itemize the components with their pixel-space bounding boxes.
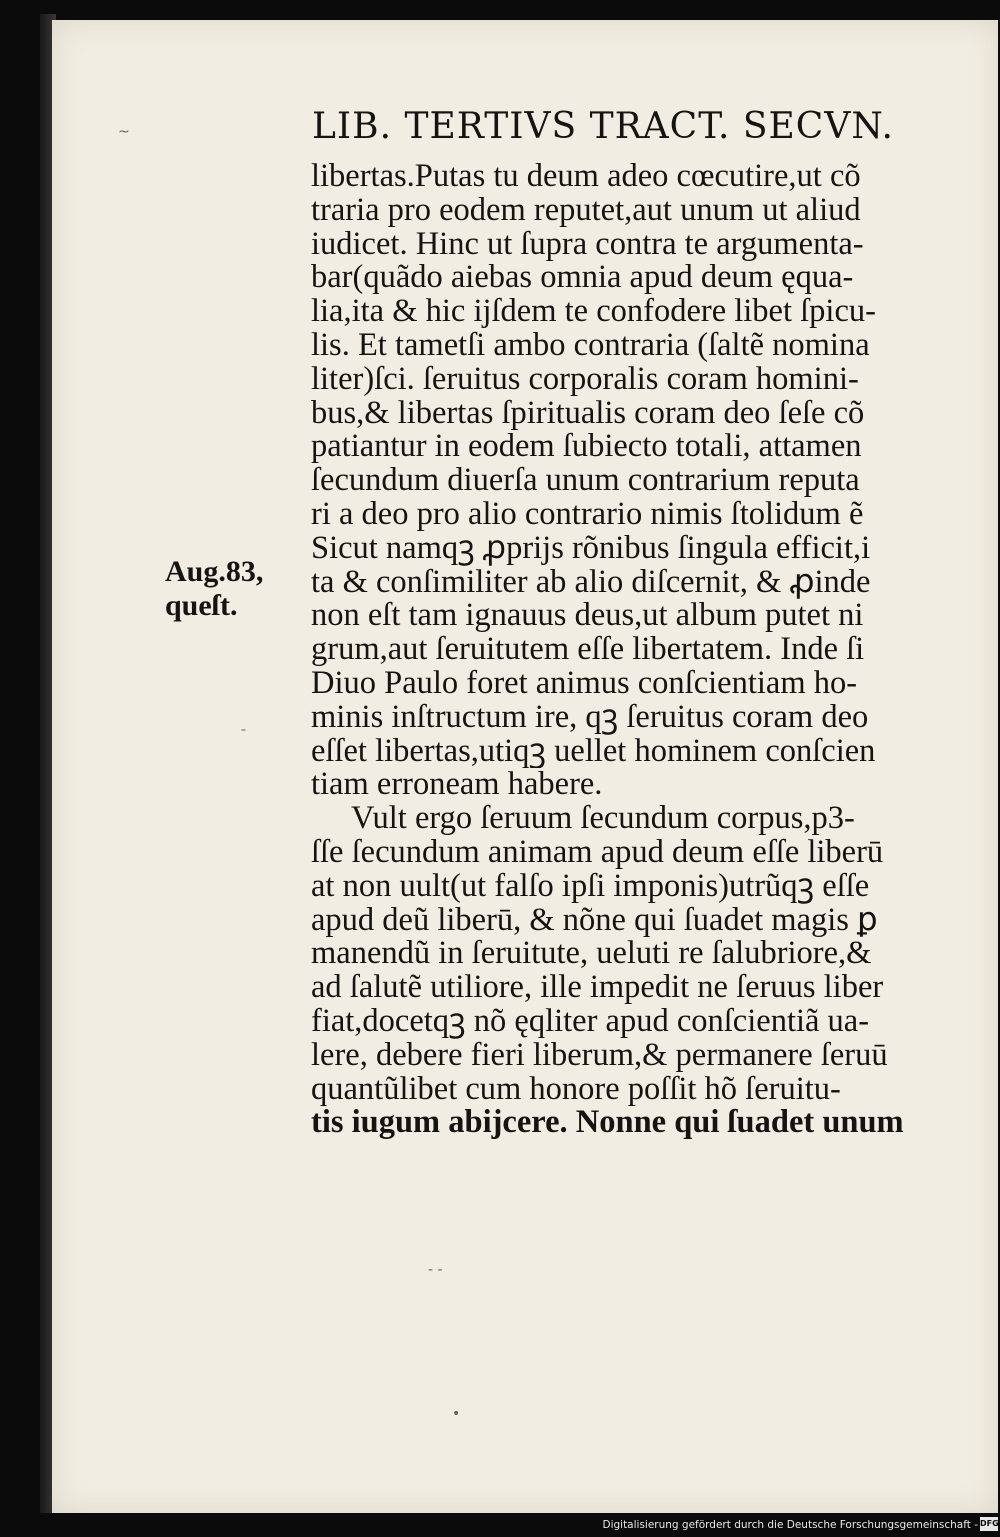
text-line: quantũlibet cum honore poſſit hõ ſeruitu- [311,1072,841,1107]
text-line: ad ſalutẽ utiliore, ille impedit ne ſeruus liber [311,971,884,1005]
text-line-paragraph-start: Vult ergo ſeruum ſecundum corpus,p3- [351,802,855,836]
dfg-logo-icon: DFG [980,1517,998,1531]
margin-mark: ~ [118,124,130,140]
text-line: apud deũ liberū, & nõne qui ſuadet magis ꝑ [311,903,878,938]
margin-mark: ˉ [240,728,247,744]
text-line: ſſe ſecundum animam apud deum eſſe liberū [311,835,884,870]
text-line: grum,aut ſeruitutem eſſe libertatem. Inde ſi [311,633,865,667]
text-line: ſecundum diuerſa unum contrarium reputa [311,464,860,498]
text-line: lis. Et tametſi ambo contraria (ſaltẽ nomina [311,328,870,363]
text-line: libertas.Putas tu deum adeo cœcutire,ut cõ [311,160,861,194]
text-line: non eſt tam ignauus deus,ut album putet ni [311,599,864,634]
marginal-note-line: queſt. [165,589,238,622]
text-line: bar(quãdo aiebas omnia apud deum ęqua- [311,261,854,296]
text-line: minis inſtructum ire, qꝫ ſeruitus coram deo [311,700,869,735]
text-line: lere, debere fieri liberum,& permanere ſeruū [311,1038,888,1073]
text-line: Sicut namqꝫ ꝓprijs rõnibus ſingula efficit,i [311,531,871,566]
text-line: tis iugum abijcere. Nonne qui ſuadet unum [311,1106,904,1141]
text-line: eſſet libertas,utiqꝫ uellet hominem conſcien [311,734,876,769]
body-text [311,160,931,1140]
footer-credit: Digitalisierung gefördert durch die Deutsche Forschungsgemeinschaft - [602,1519,978,1531]
text-line: ta & conſimiliter ab alio diſcernit, & ꝓinde [311,565,871,600]
text-line: liter)ſci. ſeruitus corporalis coram homini- [311,362,859,397]
text-line: tiam erroneam habere. [311,768,603,803]
text-line: fiat,docetqꝫ nõ ęqliter apud conſcientiã ua- [311,1004,870,1039]
text-line: at non uult(ut falſo ipſi imponis)utrũqꝫ eſſe [311,869,870,904]
marginal-note [165,555,305,623]
marginal-note-line: Aug.83, [165,555,264,588]
running-head: LIB. TERTIVS TRACT. SECVN. [312,106,894,147]
text-line: traria pro eodem reputet,aut unum ut aliud [311,193,861,228]
margin-mark: • [452,1406,461,1422]
text-line: patiantur in eodem ſubiecto totali, attamen [311,430,862,465]
text-line: bus,& libertas ſpiritualis coram deo ſeſe cõ [311,396,865,431]
text-line: iudicet. Hinc ut ſupra contra te argumenta- [311,227,864,262]
text-line: ri a deo pro alio contrario nimis ſtolidum ẽ [311,497,864,532]
text-line: manendũ in ſeruitute, ueluti re ſalubriore,& [311,937,872,972]
text-line: Diuo Paulo foret animus conſcientiam ho- [311,666,858,701]
text-line: lia,ita & hic ijſdem te confodere libet ſpicu- [311,295,876,329]
margin-mark: - - [428,1262,443,1278]
